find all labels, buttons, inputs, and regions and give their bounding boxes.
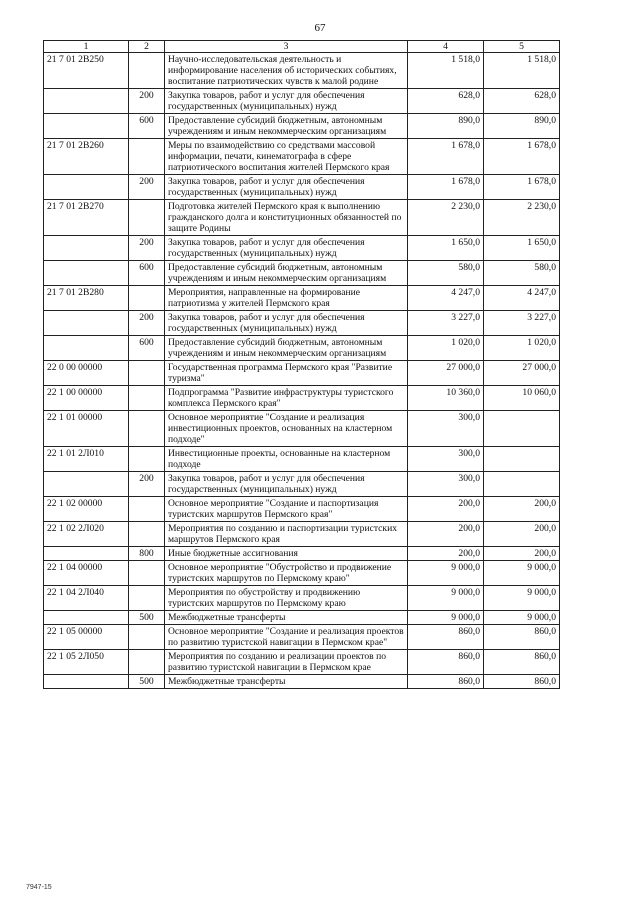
- cell-item-name: Мероприятия по созданию и реализации проектов по развитию туристской навигации в Пермском крае: [165, 650, 408, 675]
- header-col-2: 2: [129, 41, 165, 53]
- cell-item-name: Инвестиционные проекты, основанные на кластерном подходе: [165, 447, 408, 472]
- cell-item-name: Закупка товаров, работ и услуг для обеспечения государственных (муниципальных) нужд: [165, 175, 408, 200]
- cell-amount-col4: 890,0: [408, 114, 484, 139]
- cell-target-code: [44, 261, 129, 286]
- cell-amount-col4: 300,0: [408, 447, 484, 472]
- cell-amount-col5: 1 650,0: [484, 236, 560, 261]
- cell-amount-col4: 2 230,0: [408, 200, 484, 236]
- cell-target-code: [44, 89, 129, 114]
- cell-target-code: 21 7 01 2В270: [44, 200, 129, 236]
- cell-target-code: 22 1 04 2Л040: [44, 586, 129, 611]
- cell-amount-col4: 200,0: [408, 547, 484, 561]
- cell-amount-col4: 200,0: [408, 522, 484, 547]
- cell-item-name: Предоставление субсидий бюджетным, автономным учреждениям и иным некоммерческим организациям: [165, 114, 408, 139]
- cell-amount-col4: 9 000,0: [408, 561, 484, 586]
- cell-target-code: 22 1 05 2Л050: [44, 650, 129, 675]
- cell-item-name: Основное мероприятие "Создание и реализация инвестиционных проектов, основанных на кластерном подходе": [165, 411, 408, 447]
- cell-expense-type: [129, 361, 165, 386]
- cell-amount-col4: 580,0: [408, 261, 484, 286]
- cell-amount-col4: 3 227,0: [408, 311, 484, 336]
- table-row: [44, 586, 560, 611]
- cell-amount-col5: 4 247,0: [484, 286, 560, 311]
- table-row: [44, 114, 560, 139]
- cell-amount-col4: 628,0: [408, 89, 484, 114]
- cell-target-code: [44, 611, 129, 625]
- cell-expense-type: [129, 386, 165, 411]
- cell-expense-type: [129, 625, 165, 650]
- cell-target-code: 22 1 00 00000: [44, 386, 129, 411]
- cell-expense-type: [129, 53, 165, 89]
- cell-amount-col4: 27 000,0: [408, 361, 484, 386]
- cell-expense-type: [129, 200, 165, 236]
- cell-amount-col5: 3 227,0: [484, 311, 560, 336]
- cell-item-name: Основное мероприятие "Создание и реализация проектов по развитию туристской навигации в Пермском крае": [165, 625, 408, 650]
- cell-amount-col5: 200,0: [484, 522, 560, 547]
- cell-expense-type: 200: [129, 472, 165, 497]
- cell-amount-col5: 890,0: [484, 114, 560, 139]
- cell-amount-col4: 860,0: [408, 625, 484, 650]
- footer-code: 7947-15: [26, 884, 52, 891]
- cell-item-name: Иные бюджетные ассигнования: [165, 547, 408, 561]
- cell-amount-col5: 580,0: [484, 261, 560, 286]
- table-row: [44, 611, 560, 625]
- cell-amount-col5: 1 518,0: [484, 53, 560, 89]
- table-row: [44, 311, 560, 336]
- cell-item-name: Межбюджетные трансферты: [165, 675, 408, 689]
- table-row: [44, 336, 560, 361]
- header-row: [44, 41, 560, 53]
- cell-amount-col5: 1 678,0: [484, 175, 560, 200]
- cell-expense-type: [129, 139, 165, 175]
- cell-expense-type: 600: [129, 261, 165, 286]
- table-row: [44, 675, 560, 689]
- cell-target-code: 22 1 02 00000: [44, 497, 129, 522]
- cell-item-name: Закупка товаров, работ и услуг для обеспечения государственных (муниципальных) нужд: [165, 236, 408, 261]
- table-row: [44, 411, 560, 447]
- cell-expense-type: [129, 447, 165, 472]
- cell-target-code: [44, 472, 129, 497]
- cell-amount-col4: 860,0: [408, 675, 484, 689]
- cell-amount-col4: 300,0: [408, 472, 484, 497]
- table-body: [44, 53, 560, 689]
- cell-target-code: [44, 547, 129, 561]
- cell-item-name: Предоставление субсидий бюджетным, автономным учреждениям и иным некоммерческим организациям: [165, 261, 408, 286]
- cell-amount-col4: 1 518,0: [408, 53, 484, 89]
- cell-amount-col4: 200,0: [408, 497, 484, 522]
- cell-target-code: [44, 675, 129, 689]
- cell-target-code: 22 1 01 00000: [44, 411, 129, 447]
- cell-expense-type: [129, 286, 165, 311]
- header-col-1: 1: [44, 41, 129, 53]
- cell-expense-type: 200: [129, 311, 165, 336]
- table-row: [44, 447, 560, 472]
- cell-amount-col4: 9 000,0: [408, 611, 484, 625]
- cell-item-name: Закупка товаров, работ и услуг для обеспечения государственных (муниципальных) нужд: [165, 472, 408, 497]
- cell-amount-col5: 9 000,0: [484, 561, 560, 586]
- cell-amount-col4: 300,0: [408, 411, 484, 447]
- cell-amount-col5: 27 000,0: [484, 361, 560, 386]
- cell-item-name: Мероприятия по созданию и паспортизации туристских маршрутов Пермского края: [165, 522, 408, 547]
- cell-expense-type: 200: [129, 236, 165, 261]
- table-row: [44, 561, 560, 586]
- cell-target-code: [44, 311, 129, 336]
- cell-target-code: [44, 175, 129, 200]
- cell-amount-col5: 9 000,0: [484, 611, 560, 625]
- cell-expense-type: 500: [129, 611, 165, 625]
- cell-target-code: 21 7 01 2В260: [44, 139, 129, 175]
- cell-expense-type: [129, 522, 165, 547]
- cell-expense-type: [129, 411, 165, 447]
- cell-item-name: Закупка товаров, работ и услуг для обеспечения государственных (муниципальных) нужд: [165, 89, 408, 114]
- cell-amount-col5: 860,0: [484, 650, 560, 675]
- header-col-5: 5: [484, 41, 560, 53]
- cell-amount-col5: 2 230,0: [484, 200, 560, 236]
- table-row: [44, 547, 560, 561]
- cell-expense-type: 600: [129, 336, 165, 361]
- cell-amount-col4: 860,0: [408, 650, 484, 675]
- table-row: [44, 522, 560, 547]
- cell-target-code: 21 7 01 2В280: [44, 286, 129, 311]
- cell-amount-col4: 4 247,0: [408, 286, 484, 311]
- cell-item-name: Мероприятия, направленные на формирование патриотизма у жителей Пермского края: [165, 286, 408, 311]
- cell-target-code: [44, 336, 129, 361]
- cell-amount-col5: 628,0: [484, 89, 560, 114]
- cell-item-name: Закупка товаров, работ и услуг для обеспечения государственных (муниципальных) нужд: [165, 311, 408, 336]
- cell-target-code: 22 1 01 2Л010: [44, 447, 129, 472]
- table-row: [44, 625, 560, 650]
- cell-expense-type: [129, 497, 165, 522]
- table-row: [44, 361, 560, 386]
- header-col-4: 4: [408, 41, 484, 53]
- table-row: [44, 53, 560, 89]
- cell-item-name: Основное мероприятие "Обустройство и продвижение туристских маршрутов по Пермскому краю": [165, 561, 408, 586]
- cell-item-name: Межбюджетные трансферты: [165, 611, 408, 625]
- table-row: [44, 286, 560, 311]
- page-number: 67: [314, 22, 326, 34]
- cell-amount-col4: 1 678,0: [408, 175, 484, 200]
- cell-amount-col5: 1 678,0: [484, 139, 560, 175]
- table-row: [44, 175, 560, 200]
- cell-expense-type: 800: [129, 547, 165, 561]
- cell-target-code: 22 1 02 2Л020: [44, 522, 129, 547]
- cell-amount-col5: 1 020,0: [484, 336, 560, 361]
- cell-amount-col5: 860,0: [484, 625, 560, 650]
- cell-expense-type: 500: [129, 675, 165, 689]
- cell-item-name: Подготовка жителей Пермского края к выполнению гражданского долга и конституционных обязанностей по защите Родины: [165, 200, 408, 236]
- cell-item-name: Подпрограмма "Развитие инфраструктуры туристского комплекса Пермского края": [165, 386, 408, 411]
- table-row: [44, 497, 560, 522]
- cell-target-code: 22 0 00 00000: [44, 361, 129, 386]
- cell-target-code: [44, 114, 129, 139]
- cell-amount-col5: 860,0: [484, 675, 560, 689]
- table-row: [44, 261, 560, 286]
- cell-expense-type: [129, 561, 165, 586]
- cell-amount-col4: 9 000,0: [408, 586, 484, 611]
- cell-amount-col5: 9 000,0: [484, 586, 560, 611]
- budget-table: [43, 40, 560, 689]
- cell-amount-col5: [484, 447, 560, 472]
- cell-target-code: 21 7 01 2В250: [44, 53, 129, 89]
- cell-amount-col5: [484, 411, 560, 447]
- cell-item-name: Мероприятия по обустройству и продвижению туристских маршрутов по Пермскому краю: [165, 586, 408, 611]
- cell-expense-type: 200: [129, 175, 165, 200]
- cell-amount-col5: 200,0: [484, 547, 560, 561]
- cell-expense-type: [129, 586, 165, 611]
- table-row: [44, 200, 560, 236]
- cell-amount-col5: [484, 472, 560, 497]
- cell-amount-col4: 10 360,0: [408, 386, 484, 411]
- cell-expense-type: [129, 650, 165, 675]
- cell-item-name: Меры по взаимодействию со средствами массовой информации, печати, кинематографа в сфере патриотического воспитания жителей Пермского края: [165, 139, 408, 175]
- table-row: [44, 89, 560, 114]
- cell-target-code: 22 1 05 00000: [44, 625, 129, 650]
- cell-amount-col5: 10 060,0: [484, 386, 560, 411]
- cell-amount-col5: 200,0: [484, 497, 560, 522]
- table-row: [44, 139, 560, 175]
- cell-amount-col4: 1 020,0: [408, 336, 484, 361]
- cell-item-name: Государственная программа Пермского края "Развитие туризма": [165, 361, 408, 386]
- cell-target-code: [44, 236, 129, 261]
- table-row: [44, 650, 560, 675]
- cell-expense-type: 600: [129, 114, 165, 139]
- header-col-3: 3: [165, 41, 408, 53]
- cell-item-name: Основное мероприятие "Создание и паспортизация туристских маршрутов Пермского края": [165, 497, 408, 522]
- table-row: [44, 472, 560, 497]
- cell-amount-col4: 1 678,0: [408, 139, 484, 175]
- table-row: [44, 386, 560, 411]
- cell-item-name: Научно-исследовательская деятельность и информирование населения об исторических событиях, воспитание патриотических чувств к малой родине: [165, 53, 408, 89]
- table-row: [44, 236, 560, 261]
- cell-expense-type: 200: [129, 89, 165, 114]
- cell-item-name: Предоставление субсидий бюджетным, автономным учреждениям и иным некоммерческим организациям: [165, 336, 408, 361]
- cell-target-code: 22 1 04 00000: [44, 561, 129, 586]
- cell-amount-col4: 1 650,0: [408, 236, 484, 261]
